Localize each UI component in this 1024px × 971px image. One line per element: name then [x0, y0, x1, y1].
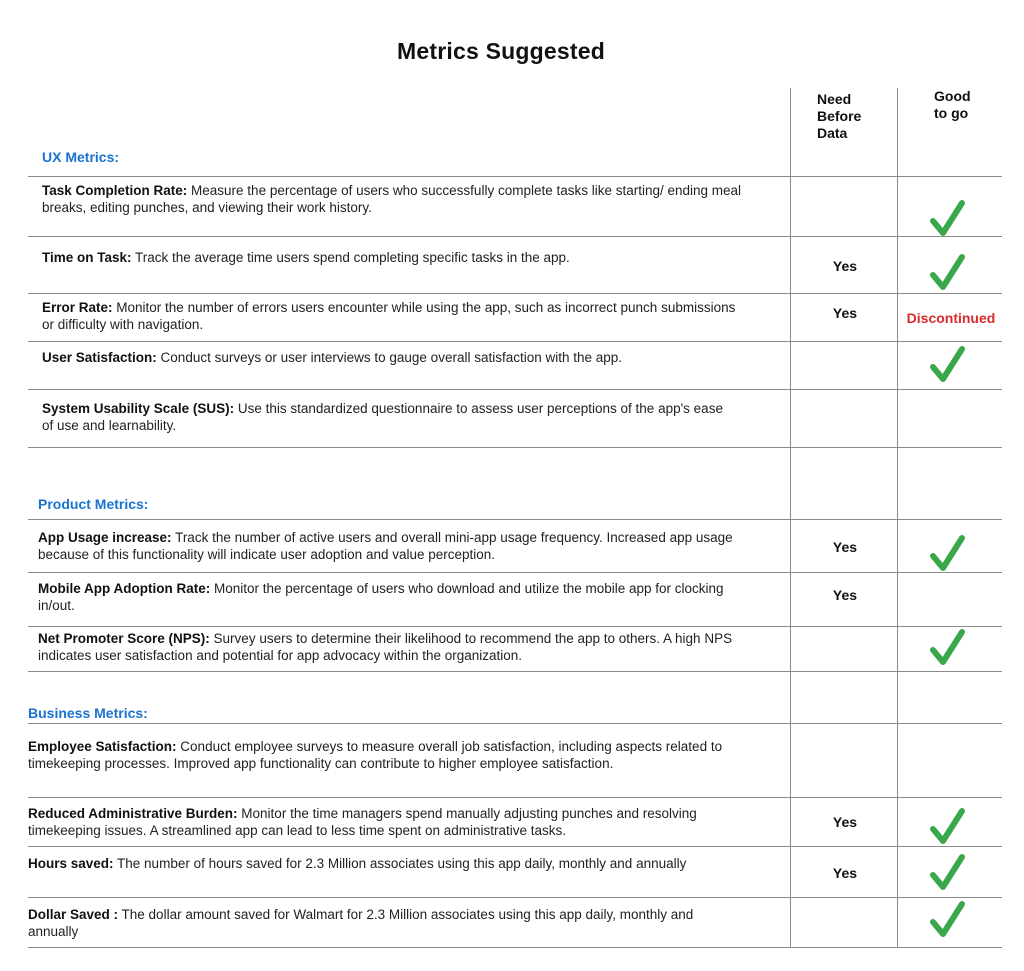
metric-row: [42, 349, 762, 366]
header-line: Good: [934, 88, 971, 104]
row-divider: [28, 236, 1002, 237]
metric-description: The dollar amount saved for Walmart for 2.3 Million associates using this app daily, monthly and annually: [28, 907, 694, 939]
discontinued-status: Discontinued: [906, 310, 996, 326]
metric-term: Error Rate:: [42, 300, 113, 315]
row-divider: [28, 626, 1002, 627]
need-before-data-value: Yes: [832, 305, 858, 321]
metric-term: Time on Task:: [42, 250, 132, 265]
row-divider: [28, 572, 1002, 573]
metric-description: Use this standardized questionnaire to assess user perceptions of the app's ease of use and learnability.: [42, 401, 723, 433]
green-checkmark-icon: [928, 852, 968, 894]
need-before-data-value: Yes: [832, 587, 858, 603]
green-checkmark-icon: [928, 252, 968, 294]
metric-row: [28, 855, 728, 872]
metric-description: Conduct surveys or user interviews to gauge overall satisfaction with the app.: [156, 350, 623, 365]
metric-description: Track the number of active users and overall mini-app usage frequency. Increased app usage because of this functionality will indicate user adoption and value perception.: [38, 530, 733, 562]
metric-description: Monitor the number of errors users encounter while using the app, such as incorrect punch submissions or difficulty with navigation.: [42, 300, 736, 332]
metric-row: [42, 299, 742, 333]
metric-term: Task Completion Rate:: [42, 183, 188, 198]
metric-row: [38, 630, 738, 664]
green-checkmark-icon: [928, 899, 968, 941]
section-label-product-metrics: Product Metrics:: [38, 496, 149, 512]
row-divider: [28, 389, 1002, 390]
metric-row: [28, 906, 718, 940]
metric-term: App Usage increase:: [38, 530, 172, 545]
metric-description: Track the average time users spend completing specific tasks in the app.: [131, 250, 570, 265]
column-header-good-to-go: [934, 88, 971, 122]
column-header-need-before-data: [817, 91, 861, 142]
metric-description: The number of hours saved for 2.3 Million associates using this app daily, monthly and annually: [113, 856, 687, 871]
section-label-ux-metrics: UX Metrics:: [42, 149, 120, 165]
row-divider: [28, 519, 1002, 520]
row-divider: [28, 723, 1002, 724]
row-divider: [28, 797, 1002, 798]
metric-term: System Usability Scale (SUS):: [42, 401, 235, 416]
metric-term: Net Promoter Score (NPS):: [38, 631, 210, 646]
green-checkmark-icon: [928, 806, 968, 848]
metric-row: [42, 249, 762, 266]
row-divider: [28, 447, 1002, 448]
metric-term: Dollar Saved :: [28, 907, 119, 922]
row-divider: [28, 176, 1002, 177]
metric-term: Employee Satisfaction:: [28, 739, 177, 754]
header-line: Before: [817, 108, 862, 124]
metric-row: [42, 182, 742, 216]
header-line: to go: [934, 105, 969, 121]
metric-row: [42, 400, 732, 434]
header-line: Need: [817, 91, 852, 107]
green-checkmark-icon: [928, 533, 968, 575]
need-before-data-value: Yes: [832, 814, 858, 830]
need-before-data-value: Yes: [832, 539, 858, 555]
metric-description: Monitor the time managers spend manually adjusting punches and resolving timekeeping issues. A streamlined app can lead to less time spent on administrative tasks.: [28, 806, 697, 838]
column-divider: [790, 88, 791, 948]
green-checkmark-icon: [928, 627, 968, 669]
section-label-business-metrics: Business Metrics:: [28, 705, 148, 721]
header-line: Data: [817, 125, 848, 141]
page-title: Metrics Suggested: [397, 38, 605, 64]
metric-row: [38, 580, 738, 614]
need-before-data-value: Yes: [832, 258, 858, 274]
metric-description: Monitor the percentage of users who download and utilize the mobile app for clocking in/out.: [38, 581, 724, 613]
row-divider: [28, 846, 1002, 847]
metric-row: [38, 529, 738, 563]
metric-row: [28, 738, 728, 772]
metric-term: Hours saved:: [28, 856, 114, 871]
metric-description: Conduct employee surveys to measure overall job satisfaction, including aspects related to timekeeping processes. Improved app functionality can contribute to higher employee satisfaction.: [28, 739, 723, 771]
row-divider: [28, 947, 1002, 948]
metric-term: Reduced Administrative Burden:: [28, 806, 238, 821]
row-divider: [28, 671, 1002, 672]
row-divider: [28, 897, 1002, 898]
need-before-data-value: Yes: [832, 865, 858, 881]
green-checkmark-icon: [928, 344, 968, 386]
metric-row: [28, 805, 728, 839]
metric-description: Measure the percentage of users who successfully complete tasks like starting/ ending meal breaks, editing punches, and viewing their work history.: [42, 183, 742, 215]
row-divider: [28, 341, 1002, 342]
green-checkmark-icon: [928, 198, 968, 240]
metric-term: User Satisfaction:: [42, 350, 157, 365]
metric-description: Survey users to determine their likelihood to recommend the app to others. A high NPS indicates user satisfaction and potential for app advocacy within the organization.: [38, 631, 733, 663]
metric-term: Mobile App Adoption Rate:: [38, 581, 211, 596]
row-divider: [28, 293, 1002, 294]
